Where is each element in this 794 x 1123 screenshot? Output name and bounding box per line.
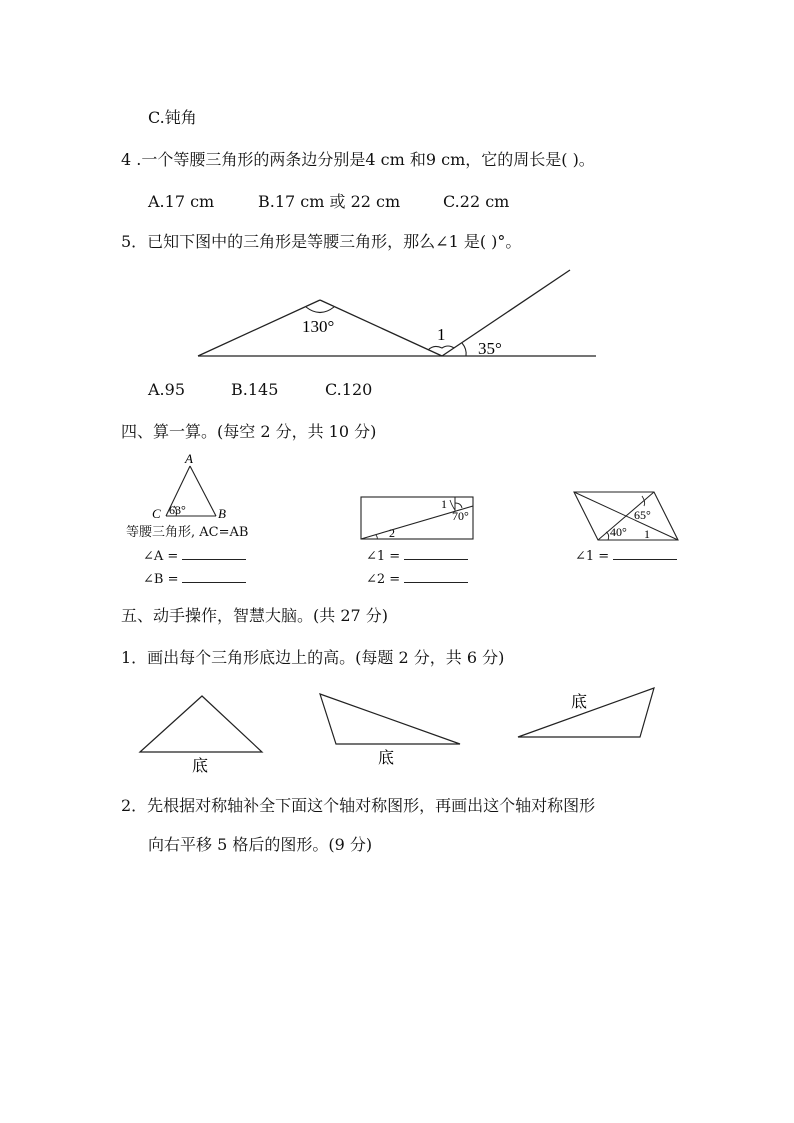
fig2-blank-2 (366, 570, 468, 588)
q3-option-c: C.钝角 (148, 108, 197, 127)
q5-angle-1-label: 1 (437, 325, 446, 344)
fig1-blank-a-label: ∠A = (143, 549, 179, 564)
q5-angle-35-label: 35° (478, 339, 502, 358)
section5-q2-text-line2: 向右平移 5 格后的图形。(9 分) (148, 835, 373, 854)
fig3-angle-40: 40° (610, 525, 627, 539)
fig2-answer-line-1[interactable] (404, 547, 468, 560)
fig1-label-c: C (152, 506, 161, 521)
fig1-label-b: B (218, 506, 226, 521)
fig3-angle-65: 65° (634, 508, 651, 522)
fig1-caption: 等腰三角形, AC=AB (126, 525, 249, 540)
q1-base-label-3: 底 (571, 694, 588, 711)
q4-option-b: B.17 cm 或 22 cm (258, 192, 401, 211)
fig1-answer-line-a[interactable] (182, 547, 246, 560)
section5-heading: 五、动手操作，智慧大脑。(共 27 分) (121, 606, 389, 625)
q5-apex-angle-label: 130° (302, 317, 335, 336)
fig3-blank-1-label: ∠1 = (575, 549, 610, 564)
fig2-blank-2-label: ∠2 = (366, 572, 401, 587)
fig1-answer-line-b[interactable] (182, 570, 246, 583)
section4-fig1-triangle (148, 452, 248, 522)
section4-fig2-rectangle (358, 494, 478, 544)
q4-option-a: A.17 cm (148, 192, 215, 211)
section5-q2-text-line1: 2．先根据对称轴补全下面这个轴对称图形，再画出这个轴对称图形 (121, 796, 596, 815)
q1-base-label-1: 底 (192, 758, 209, 775)
fig2-angle-70: 70° (452, 509, 469, 523)
q5-option-c: C.120 (325, 380, 373, 399)
fig3-answer-line-1[interactable] (613, 547, 677, 560)
q5-option-a: A.95 (148, 380, 185, 399)
fig2-answer-line-2[interactable] (404, 570, 468, 583)
fig2-label-1: 1 (441, 497, 447, 511)
q4-question-text: 4 .一个等腰三角形的两条边分别是4 cm 和9 cm，它的周长是( )。 (121, 150, 595, 169)
section5-q1-triangles (130, 680, 670, 775)
section4-heading: 四、算一算。(每空 2 分，共 10 分) (121, 422, 377, 441)
fig2-label-2: 2 (389, 526, 395, 540)
fig2-blank-1-label: ∠1 = (366, 549, 401, 564)
fig1-blank-b (143, 570, 246, 588)
q1-base-label-2: 底 (378, 750, 395, 767)
fig1-label-a: A (185, 452, 193, 466)
fig1-angle: 63° (169, 503, 186, 517)
fig3-blank-1 (575, 547, 677, 565)
section5-q1-text: 1．画出每个三角形底边上的高。(每题 2 分，共 6 分) (121, 648, 505, 667)
section4-fig3-parallelogram (570, 488, 685, 544)
q4-option-c: C.22 cm (443, 192, 510, 211)
fig1-blank-a (143, 547, 246, 565)
fig3-label-1: 1 (644, 527, 650, 541)
fig1-blank-b-label: ∠B = (143, 572, 179, 587)
fig2-blank-1 (366, 547, 468, 565)
q5-isosceles-triangle-figure (190, 262, 610, 372)
q5-option-b: B.145 (231, 380, 279, 399)
q5-question-text: 5．已知下图中的三角形是等腰三角形，那么∠1 是( )°。 (121, 232, 522, 251)
